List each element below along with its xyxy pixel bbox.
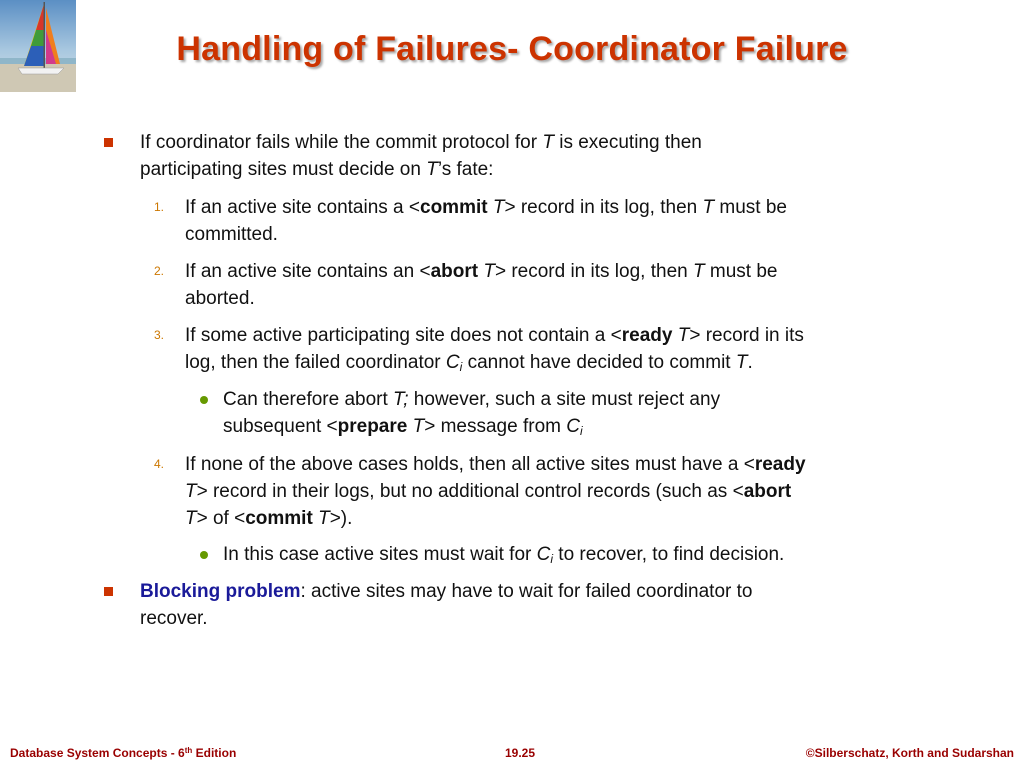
bullet-blocking-problem: Blocking problem: active sites may have to wait for failed coordinator to recover. (140, 581, 753, 629)
item-ready-missing: If some active participating site does not contain a <ready T> record in its log, then the failed coordinator $C_i$ cannot have decided to commit T. (185, 325, 804, 374)
item-number: 1. (154, 200, 165, 214)
bullet-coordinator-fails: If coordinator fails while the commit protocol for T is executing then participating sites must decide on T’s fate: (140, 132, 702, 180)
subitem-wait-recover: In this case active sites must wait for $C_i$ to recover, to find decision. (223, 544, 785, 566)
round-bullet-icon (200, 551, 208, 559)
footer-book-title: Database System Concepts - 6th Edition (10, 746, 237, 760)
item-number: 3. (154, 328, 165, 342)
subitem-can-abort: Can therefore abort T; however, such a site must reject any subsequent <prepare T> message from $C_i$ (223, 389, 721, 438)
term-blocking-problem: Blocking problem (140, 581, 301, 602)
item-commit-record: If an active site contains a <commit T> record in its log, then T must be committed. (185, 197, 787, 245)
round-bullet-icon (200, 396, 208, 404)
footer-page-number: 19.25 (504, 746, 536, 760)
item-none-holds: If none of the above cases holds, then all active sites must have a <ready T> record in their logs, but no additional control records (such as <abort T> of <commit T>). (185, 454, 806, 529)
item-abort-record: If an active site contains an <abort T> record in its log, then T must be aborted. (185, 261, 778, 309)
item-number: 4. (154, 457, 165, 471)
square-bullet-icon (104, 138, 113, 147)
slide-title: Handling of Failures- Coordinator Failure (176, 30, 848, 68)
footer-copyright: ©Silberschatz, Korth and Sudarshan (805, 746, 1014, 760)
square-bullet-icon (104, 587, 113, 596)
item-number: 2. (154, 264, 165, 278)
